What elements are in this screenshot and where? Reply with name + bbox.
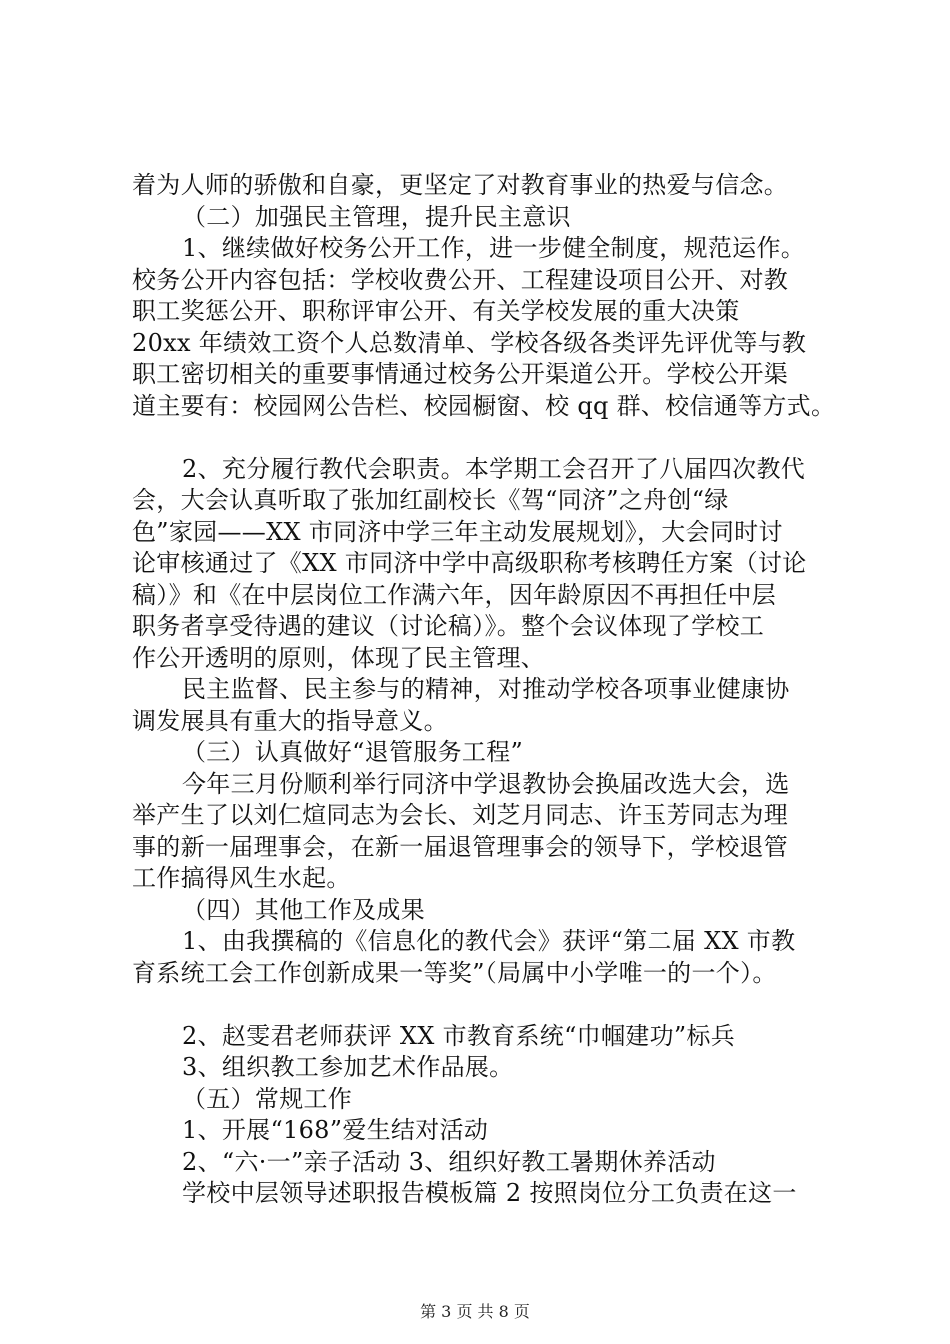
paragraph-line: 民主监督、民主参与的精神，对推动学校各项事业健康协	[182, 675, 790, 703]
blank-line	[132, 422, 832, 454]
paragraph-line: 工作搞得风生水起。	[132, 864, 351, 892]
paragraph-line: 论审核通过了《XX 市同济中学中高级职称考核聘任方案（讨论	[132, 549, 807, 577]
paragraph-line: 举产生了以刘仁煊同志为会长、刘芝月同志、许玉芳同志为理	[132, 801, 789, 829]
list-item: 2、赵雯君老师获评 XX 市教育系统“巾帼建功”标兵	[182, 1021, 736, 1050]
paragraph-line: 稿）》和《在中层岗位工作满六年，因年龄原因不再担任中层	[132, 580, 777, 609]
section-heading: （二）加强民主管理，提升民主意识	[182, 202, 571, 231]
paragraph-line: 色”家园——XX 市同济中学三年主动发展规划》，大会同时讨	[132, 517, 783, 546]
section-heading: （四）其他工作及成果	[182, 895, 425, 924]
document-body	[132, 170, 836, 1210]
paragraph-line: 着为人师的骄傲和自豪，更坚定了对教育事业的热爱与信念。	[132, 171, 789, 199]
page-footer: 第 3 页 共 8 页	[420, 1302, 530, 1321]
list-item: 3、组织教工参加艺术作品展。	[182, 1053, 514, 1081]
list-item: 2、“六·一”亲子活动 3、组织好教工暑期休养活动	[182, 1147, 716, 1176]
list-item: 1、开展“168”爱生结对活动	[182, 1116, 489, 1144]
paragraph-line: 20xx 年绩效工资个人总数清单、学校各级各类评先评优等与教	[132, 328, 807, 357]
paragraph-line: 职工密切相关的重要事情通过校务公开渠道公开。学校公开渠	[132, 360, 789, 388]
paragraph-line: 职务者享受待遇的建议（讨论稿）》。整个会议体现了学校工	[132, 612, 765, 640]
paragraph-line: 1、由我撰稿的《信息化的教代会》获评“第二届 XX 市教	[182, 927, 796, 955]
section-heading: （五）常规工作	[182, 1084, 353, 1113]
paragraph-line: 育系统工会工作创新成果一等奖”（局属中小学唯一的一个）。	[132, 958, 777, 987]
paragraph-line: 作公开透明的原则，体现了民主管理、	[132, 643, 546, 672]
paragraph-line: 1、继续做好校务公开工作，进一步健全制度，规范运作。	[182, 234, 806, 262]
paragraph-line: 道主要有：校园网公告栏、校园橱窗、校 qq 群、校信通等方式。	[132, 391, 836, 420]
paragraph-line: 职工奖惩公开、职称评审公开、有关学校发展的重大决策	[132, 297, 740, 325]
section-heading: （三）认真做好“退管服务工程”	[182, 738, 524, 766]
paragraph-line: 事的新一届理事会，在新一届退管理事会的领导下，学校退管	[132, 832, 789, 861]
paragraph-line: 今年三月份顺利举行同济中学退教协会换届改选大会，选	[182, 769, 790, 798]
paragraph-line: 校务公开内容包括：学校收费公开、工程建设项目公开、对教	[132, 265, 789, 294]
paragraph-line: 调发展具有重大的指导意义。	[132, 706, 448, 735]
blank-line	[132, 989, 832, 1021]
paragraph-line: 会，大会认真听取了张加红副校长《驾“同济”之舟创“绿	[132, 486, 729, 514]
paragraph-line: 2、充分履行教代会职责。本学期工会召开了八届四次教代	[182, 454, 806, 483]
paragraph-line: 学校中层领导述职报告模板篇 2 按照岗位分工负责在这一	[182, 1179, 797, 1207]
